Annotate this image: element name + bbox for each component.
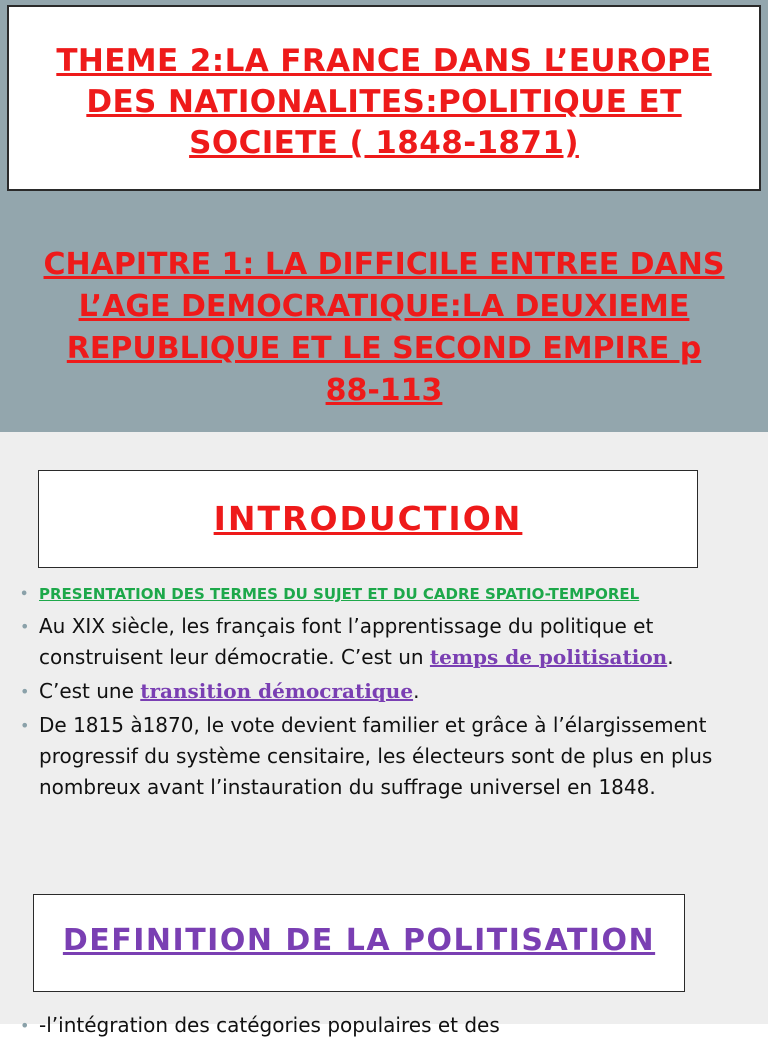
definition-heading: DEFINITION DE LA POLITISATION xyxy=(62,923,656,958)
list-item xyxy=(18,676,738,707)
chapter-title: CHAPITRE 1: LA DIFFICILE ENTREE DANS L’AGE DEMOCRATIQUE:LA DEUXIEME REPUBLIQUE ET LE SECOND EMPIRE p 88-113 xyxy=(43,247,725,408)
definition-bullet-list xyxy=(18,1010,738,1044)
bullet-punct: . xyxy=(667,645,674,669)
list-item xyxy=(18,1010,738,1041)
presentation-subtitle: PRESENTATION DES TERMES DU SUJET ET DU CADRE SPATIO-TEMPOREL xyxy=(39,585,640,603)
bullet-text: Au XIX siècle, les français font l’apprentissage du politique et construisent leur démocratie. C’est un xyxy=(39,614,654,669)
definition-slide xyxy=(0,866,768,1037)
theme-title: THEME 2:LA FRANCE DANS L’EUROPE DES NATIONALITES:POLITIQUE ET SOCIETE ( 1848-1871) xyxy=(56,43,712,161)
bullet-punct: . xyxy=(413,679,420,703)
introduction-heading-box xyxy=(38,470,698,568)
title-slide xyxy=(0,0,768,432)
theme-title-box xyxy=(7,5,761,191)
bullet-icon: • xyxy=(20,587,29,602)
bullet-text: De 1815 à1870, le vote devient familier et grâce à l’élargissement progressif du système censitaire, les électeurs sont de plus en plus nombreux avant l’instauration du suffrage universel en 1848. xyxy=(39,713,713,799)
introduction-heading: INTRODUCTION xyxy=(213,499,523,538)
term-link: temps de politisation xyxy=(429,645,668,669)
bullet-text: C’est une xyxy=(39,679,141,703)
list-item xyxy=(18,611,738,673)
list-item xyxy=(18,584,738,605)
bullet-icon: • xyxy=(20,682,30,701)
introduction-bullet-list xyxy=(18,584,738,806)
bullet-icon: • xyxy=(20,1016,30,1035)
definition-heading-box xyxy=(33,894,685,992)
bullet-icon: • xyxy=(20,617,30,636)
bullet-icon: • xyxy=(20,716,30,735)
term-link: transition démocratique xyxy=(140,679,414,703)
bullet-text: -l’intégration des catégories populaires et des xyxy=(39,1013,500,1037)
list-item xyxy=(18,710,738,803)
introduction-slide xyxy=(0,432,768,866)
